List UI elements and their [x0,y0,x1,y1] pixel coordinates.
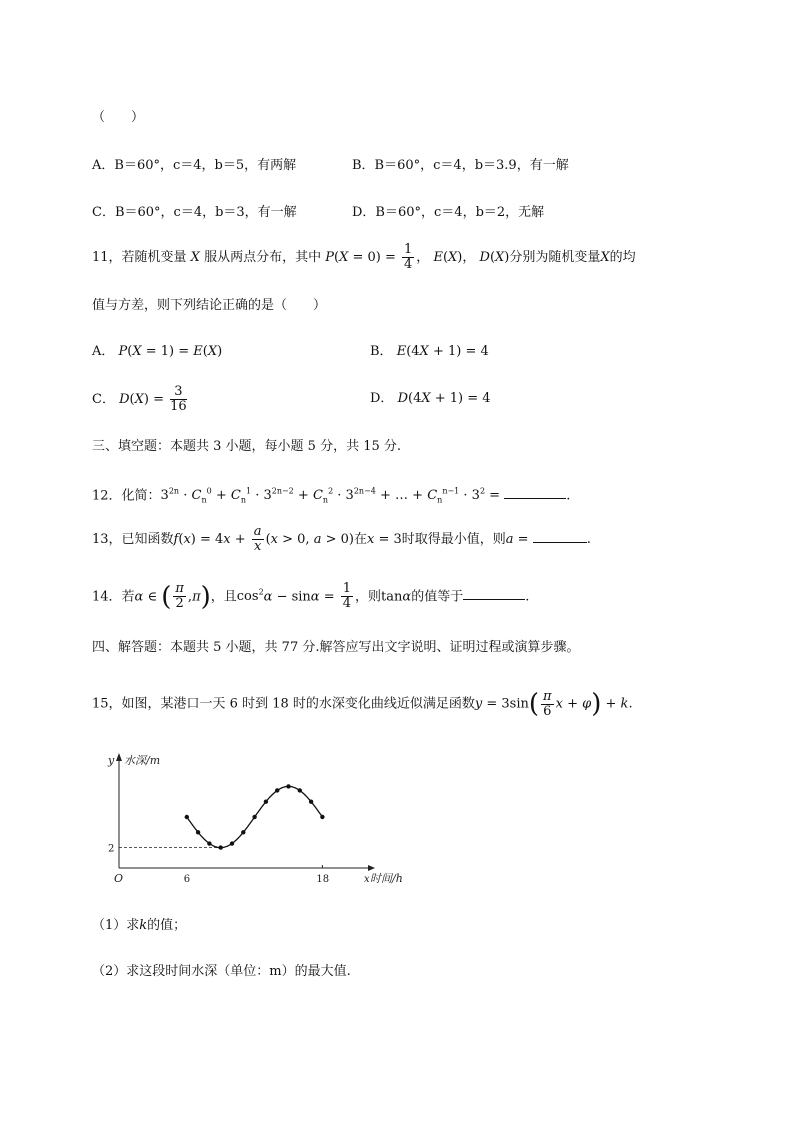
data-point-1 [196,830,200,834]
x-axis-var-label: x [364,874,370,885]
y-tick-label-2: 2 [108,843,115,855]
q10-option-c: C．B＝60°，c＝4，b＝3，有一解 [92,205,297,220]
y-axis-arrow [116,753,122,761]
q13-expression: 13，已知函数f(x) = 4x + $\frac{a}{x}$ (x > 0, a > 0)在x = 3时取得最小值，则a = . [92,524,591,554]
q11-option-d: D． D(4X + 1) = 4 [370,391,491,406]
x-tick-label-18: 18 [316,874,330,885]
q11-option-b: B． E(4X + 1) = 4 [370,344,489,359]
section-3-heading: 三、填空题：本题共 3 小题，每小题 5 分，共 15 分. [92,439,402,454]
data-point-3 [219,845,223,849]
data-point-9 [286,784,290,788]
origin-label: O [114,872,124,885]
q10-option-d: D．B＝60°，c＝4，b＝2，无解 [352,205,545,220]
data-point-0 [185,815,189,819]
q10-answer-paren: （ ） [92,110,145,125]
y-axis-var-label: y [108,754,115,767]
x-axis-arrow [368,865,375,871]
q10-option-b: B．B＝60°，c＝4，b＝3.9，有一解 [352,158,569,173]
q15-part-2: （2）求这段时间水深（单位：m）的最大值. [92,964,351,979]
q15-stem: 15，如图，某港口一天 6 时到 18 时的水深变化曲线近似满足函数y = 3sin( $\frac{\pi}{6}$ x + φ) + k. [92,688,633,719]
x-axis-label: 时间/h [370,872,403,885]
y-axis-label: 水深/m [124,754,161,767]
q12-expression: 12．化简：$3^{2n} \cdot C_n^0 + C_n^1 \cdot 3^{2n-2} + C_n^2 \cdot 3^{2n-4}$ + … + $C_n^{n-1} \cdot 3^2$ = . [92,482,570,511]
q11-stem-line2: 值与方差，则下列结论正确的是（ ） [92,298,327,313]
data-point-5 [241,830,245,834]
data-point-7 [264,800,268,804]
data-point-11 [309,800,313,804]
q11-option-c: C． D(X) = $\frac{3}{16}$ [92,384,187,414]
data-point-8 [275,788,279,792]
data-point-12 [320,815,324,819]
q14-expression: 14．若α ∈ ( $\frac{\pi}{2}$ ,π)，且$\cos^2\alpha - \sin\alpha$ = $\frac{1}{4}$ ，则tanα的值等于 . [92,581,530,612]
q10-option-a: A．B＝60°，c＝4，b＝5，有两解 [92,158,297,173]
data-point-2 [207,841,211,845]
q11-stem: 11，若随机变量 X 服从两点分布，其中 P(X = 0) = $\frac{1}{4}$ ， E(X)， D(X)分别为随机变量X的均 [92,242,636,272]
data-point-6 [252,815,256,819]
section-4-heading: 四、解答题：本题共 5 小题，共 77 分.解答应写出文字说明、证明过程或演算步骤。 [92,640,580,655]
q11-option-a: A． P(X = 1) = E(X) [92,344,223,359]
q15-part-1: （1）求k的值； [92,918,187,933]
x-tick-label-6: 6 [183,874,191,885]
water-depth-chart [100,745,420,890]
data-point-10 [298,788,302,792]
data-point-4 [230,841,234,845]
